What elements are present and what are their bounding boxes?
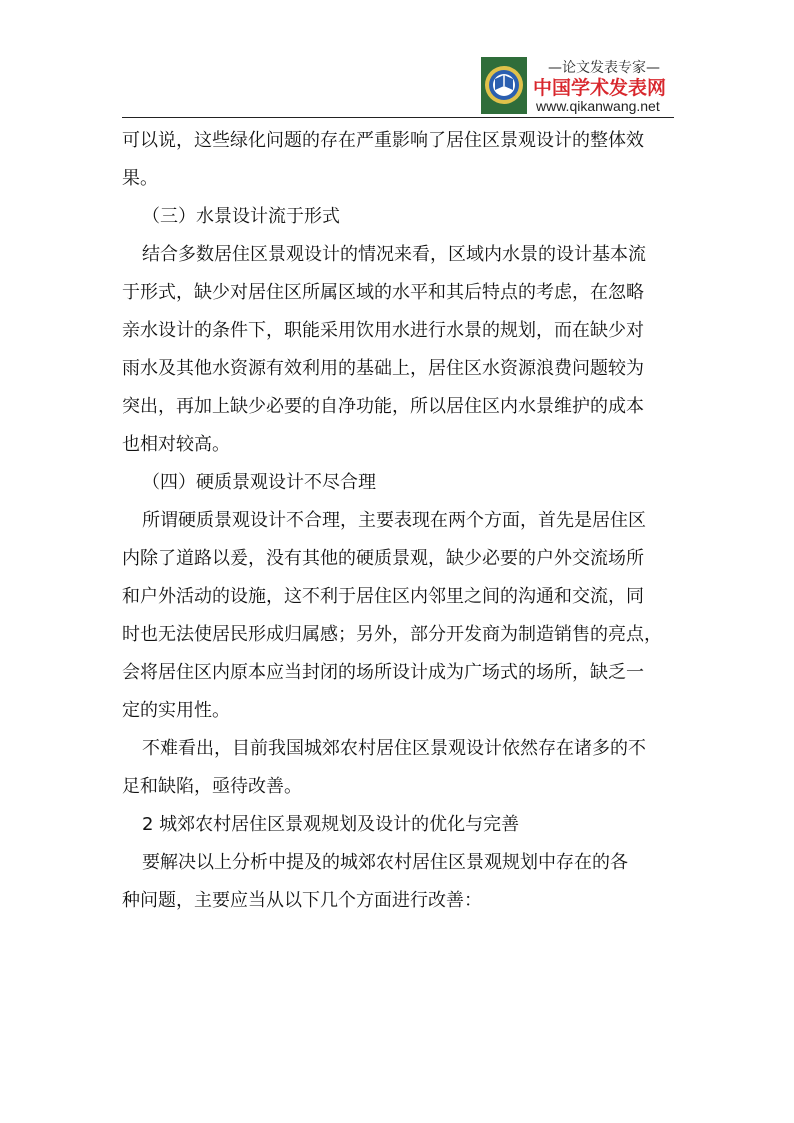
site-logo xyxy=(481,57,673,114)
body-line: 内除了道路以爰，没有其他的硬质景观，缺少必要的户外交流场所 xyxy=(122,548,644,569)
body-line: 不难看出，目前我国城郊农村居住区景观设计依然存在诸多的不 xyxy=(142,738,646,759)
body-line: 亲水设计的条件下，职能采用饮用水进行水景的规划，而在缺少对 xyxy=(122,320,644,341)
body-line: 和户外活动的设施，这不利于居住区内邻里之间的沟通和交流，同 xyxy=(122,586,644,607)
emblem-icon xyxy=(481,57,527,114)
logo-name: 中国学术发表网 xyxy=(533,77,667,99)
body-line: 突出，再加上缺少必要的自净功能，所以居住区内水景维护的成本 xyxy=(122,396,644,417)
body-line: 足和缺陷，亟待改善。 xyxy=(122,776,302,797)
body-line: 于形式，缺少对居住区所属区域的水平和其后特点的考虑，在忽略 xyxy=(122,282,644,303)
section-heading: 2 城郊农村居住区景观规划及设计的优化与完善 xyxy=(142,814,520,835)
logo-tagline: —论文发表专家— xyxy=(548,60,660,76)
logo-url: www.qikanwang.net xyxy=(536,98,660,114)
body-line: 种问题，主要应当从以下几个方面进行改善： xyxy=(122,890,482,911)
body-line: 结合多数居住区景观设计的情况来看，区域内水景的设计基本流 xyxy=(142,244,646,265)
document-body xyxy=(122,122,670,920)
body-line: 雨水及其他水资源有效利用的基础上，居住区水资源浪费问题较为 xyxy=(122,358,644,379)
section-heading: （四）硬质景观设计不尽合理 xyxy=(142,472,376,493)
body-line: 也相对较高。 xyxy=(122,434,230,455)
body-line: 可以说，这些绿化问题的存在严重影响了居住区景观设计的整体效 xyxy=(122,130,644,151)
body-line: 会将居住区内原本应当封闭的场所设计成为广场式的场所，缺乏一 xyxy=(122,662,644,683)
section-heading: （三）水景设计流于形式 xyxy=(142,206,340,227)
body-line: 要解决以上分析中提及的城郊农村居住区景观规划中存在的各 xyxy=(142,852,628,873)
body-line: 时也无法使居民形成归属感；另外，部分开发商为制造销售的亮点， xyxy=(122,624,662,645)
header-divider xyxy=(122,117,674,118)
body-line: 定的实用性。 xyxy=(122,700,230,721)
body-line: 所谓硬质景观设计不合理，主要表现在两个方面，首先是居住区 xyxy=(142,510,646,531)
body-line: 果。 xyxy=(122,168,158,189)
